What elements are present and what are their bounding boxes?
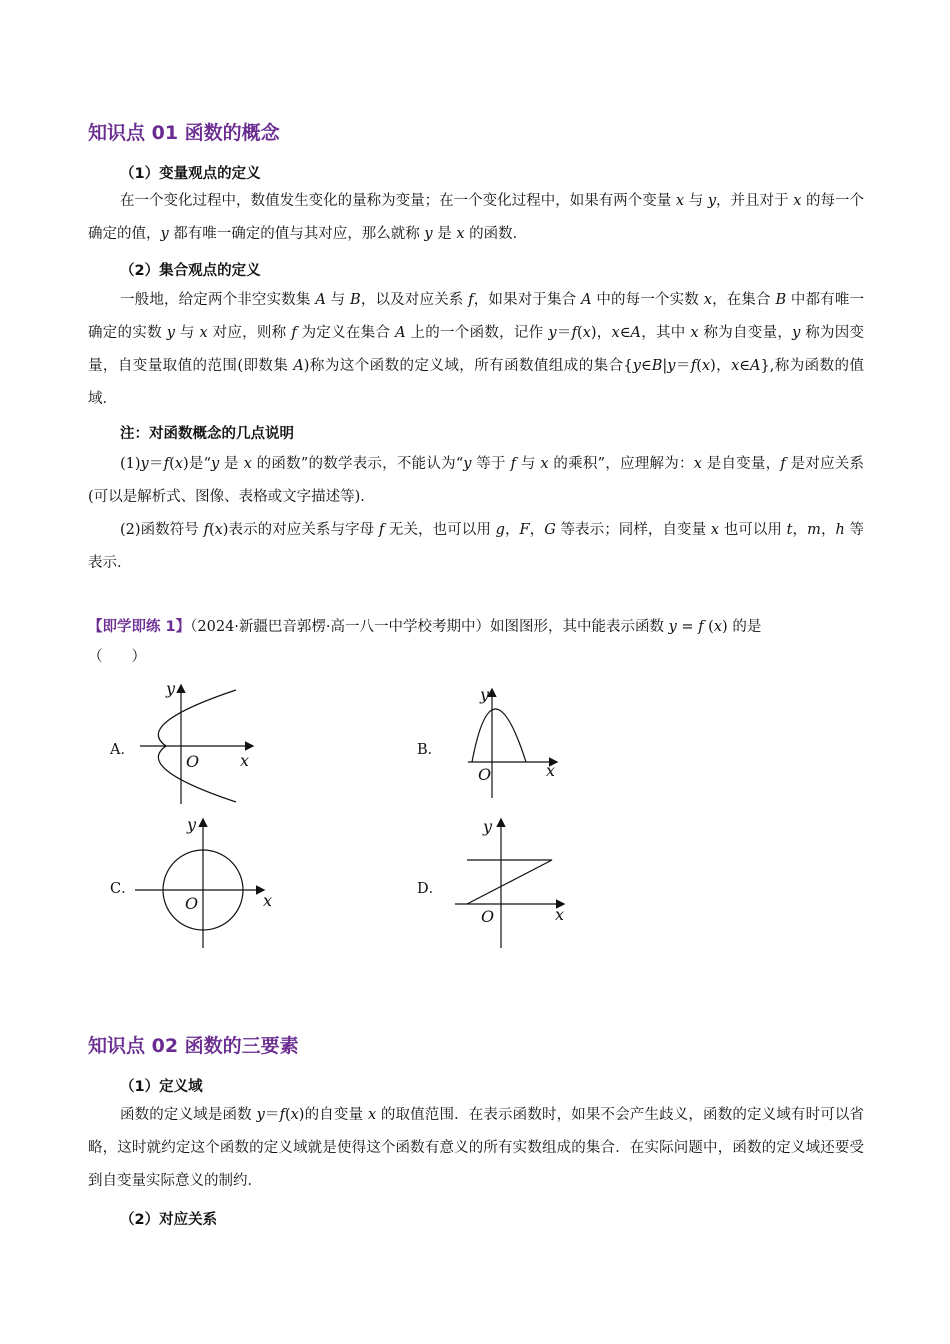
option-b-label[interactable]: B． <box>417 742 443 758</box>
option-b-graph[interactable] <box>440 684 570 799</box>
option-d-label[interactable]: D． <box>417 881 444 897</box>
paragraph-set-definition: 一般地，给定两个非空实数集 A 与 B，以及对应关系 f，如果对于集合 A 中的每一个实数 x，在集合 B 中都有唯一确定的实数 y 与 x 对应，则称 f 为定义在集合 A 上的一个函数，记作 y＝f(x)，x∈A，其中 x 称为自变量，y 称为因变量，自变量取值的范围(即数集 A)称为这个函数的定义域，所有函数值组成的集合{y∈B|y＝f(x)，x∈A},称为函数的值域． <box>88 292 865 407</box>
svg-text:x: x <box>263 891 273 910</box>
option-a-graph[interactable] <box>140 678 270 808</box>
note-title: 注：对函数概念的几点说明 <box>120 426 294 442</box>
option-d-graph[interactable] <box>455 816 575 951</box>
subheading-set-definition: （2）集合观点的定义 <box>120 263 261 279</box>
answer-paren: （ ） <box>88 649 146 665</box>
note-item-2: (2)函数符号 f(x)表示的对应关系与字母 f 无关，也可以用 g，F，G 等表示；同样，自变量 x 也可以用 t，m，h 等表示． <box>88 522 865 571</box>
svg-text:O: O <box>185 894 199 913</box>
svg-text:x: x <box>240 751 250 770</box>
exercise-suffix: 的是 <box>732 619 762 635</box>
svg-text:y: y <box>483 817 493 836</box>
option-c-graph[interactable] <box>135 816 280 951</box>
section-title-1: 知识点 01 函数的概念 <box>88 122 280 144</box>
svg-text:y: y <box>166 679 176 698</box>
svg-text:y: y <box>480 685 490 704</box>
option-c-label[interactable]: C． <box>110 881 136 897</box>
svg-text:O: O <box>481 907 495 926</box>
svg-text:O: O <box>186 752 200 771</box>
note-item-1: (1)y＝f(x)是“y 是 x 的函数”的数学表示，不能认为“y 等于 f 与 x 的乘积”，应理解为：x 是自变量，f 是对应关系(可以是解析式、图像、表格或文字描述等). <box>88 456 865 505</box>
svg-text:O: O <box>478 765 492 784</box>
paragraph-domain: 函数的定义域是函数 y＝f(x)的自变量 x 的取值范围．在表示函数时，如果不会产生歧义，函数的定义域有时可以省略，这时就约定这个函数的定义域就是使得这个函数有意义的所有实数组成的集合．在实际问题中，函数的定义域还要受到自变量实际意义的制约． <box>88 1107 865 1189</box>
subheading-correspondence: （2）对应关系 <box>120 1212 218 1228</box>
section-title-2: 知识点 02 函数的三要素 <box>88 1035 299 1057</box>
option-a-label[interactable]: A． <box>110 742 135 758</box>
exercise-tag: 【即学即练 1】 <box>88 619 191 635</box>
exercise-text: 如图图形，其中能表示函数 <box>490 619 665 635</box>
svg-text:y: y <box>187 816 197 834</box>
exercise-question: 【即学即练 1】（2024·新疆巴音郭楞·高一八一中学校考期中）如图图形，其中能表示函数 y = f (x) 的是 （ ） <box>88 619 762 665</box>
svg-text:x: x <box>555 905 565 924</box>
svg-text:x: x <box>546 761 556 780</box>
paragraph-variable-definition: 在一个变化过程中，数值发生变化的量称为变量；在一个变化过程中，如果有两个变量 x 与 y，并且对于 x 的每一个确定的值，y 都有唯一确定的值与其对应，那么就称 y 是 x 的函数． <box>88 193 865 242</box>
subheading-variable-definition: （1）变量观点的定义 <box>120 166 261 182</box>
exercise-source: （2024·新疆巴音郭楞·高一八一中学校考期中） <box>190 619 491 635</box>
subheading-domain: （1）定义域 <box>120 1079 203 1095</box>
